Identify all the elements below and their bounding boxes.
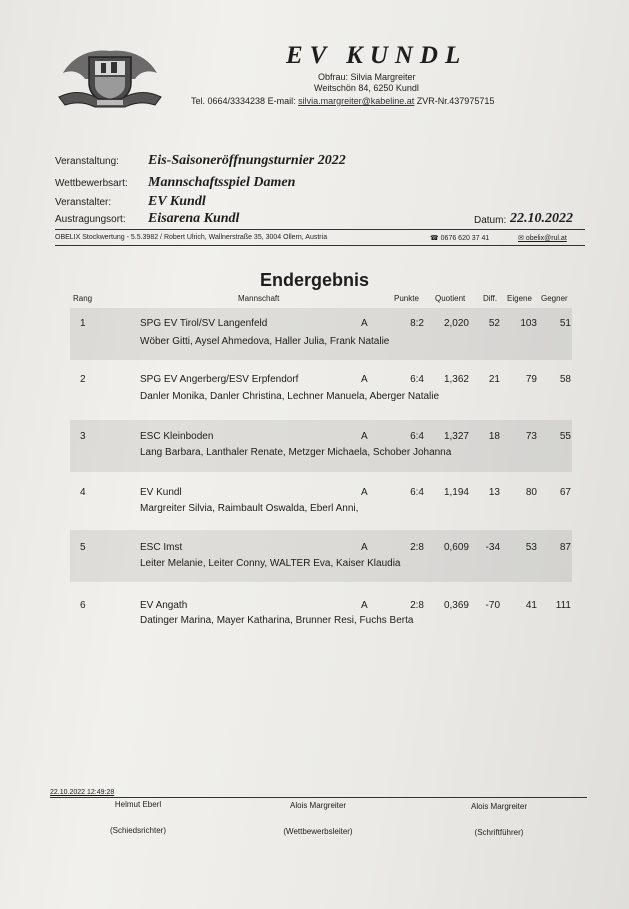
signature-name-referee: Helmut Eberl (114, 800, 162, 809)
club-address: Weitschön 84, 6250 Kundl (314, 83, 419, 93)
veranstaltung-value: Eis-Saisoneröffnungsturnier 2022 (148, 153, 346, 168)
row-rang: 5 (80, 542, 86, 553)
row-players: Margreiter Silvia, Raimbault Oswalda, Eberl Anni, (140, 503, 359, 514)
row-gegner: 87 (559, 542, 571, 553)
veranstalter-value: EV Kundl (148, 194, 206, 209)
signature-role-competition-lead: (Wettbewerbsleiter) (283, 827, 353, 836)
row-gegner: 55 (559, 431, 571, 442)
row-quotient: 1,362 (443, 374, 469, 385)
row-eigene: 103 (520, 318, 537, 329)
row-gegner: 67 (559, 487, 571, 498)
club-title: EV KUNDL (286, 42, 468, 69)
row-quotient: 2,020 (443, 318, 469, 329)
datum-value: 22.10.2022 (510, 211, 573, 226)
club-chair: Obfrau: Silvia Margreiter (318, 72, 416, 82)
row-diff: 52 (488, 318, 500, 329)
row-team: ESC Kleinboden (140, 431, 214, 442)
signature-role-secretary: (Schriftführer) (474, 828, 524, 837)
print-timestamp: 22.10.2022 12:49:28 (50, 789, 115, 796)
col-gegner: Gegner (541, 294, 568, 303)
signature-name-competition-lead: Alois Margreiter (289, 801, 346, 810)
wettbewerbsart-label: Wettbewerbsart: (55, 178, 128, 189)
row-group: A (361, 431, 368, 442)
veranstalter-label: Veranstalter: (55, 197, 112, 208)
divider-top (55, 229, 585, 230)
row-players: Danler Monika, Danler Christina, Lechner Manuela, Aberger Natalie (140, 391, 440, 402)
row-rang: 2 (80, 374, 86, 385)
row-team: SPG EV Tirol/SV Langenfeld (140, 318, 268, 329)
row-group: A (361, 600, 368, 611)
col-quotient: Quotient (435, 294, 466, 303)
row-quotient: 0,369 (443, 600, 469, 611)
col-diff: Diff. (483, 294, 498, 303)
row-punkte: 6:4 (410, 431, 424, 442)
row-team: ESC Imst (140, 542, 183, 553)
row-diff: 13 (488, 487, 500, 498)
col-punkte: Punkte (394, 294, 419, 303)
row-diff: -34 (485, 542, 500, 553)
row-rang: 6 (80, 600, 86, 611)
software-email-link[interactable]: ✉ obelix@rul.at (518, 235, 567, 242)
row-eigene: 41 (525, 600, 537, 611)
signature-role-referee: (Schiedsrichter) (109, 826, 166, 835)
row-players: Leiter Melanie, Leiter Conny, WALTER Eva, Kaiser Klaudia (140, 558, 401, 569)
row-group: A (361, 487, 368, 498)
signature-name-secretary: Alois Margreiter (470, 802, 527, 811)
row-team: EV Angath (140, 600, 188, 611)
row-players: Lang Barbara, Lanthaler Renate, Metzger Michaela, Schober Johanna (140, 447, 452, 458)
row-group: A (361, 318, 368, 329)
row-diff: 18 (488, 431, 500, 442)
row-group: A (361, 542, 368, 553)
row-diff: -70 (485, 600, 500, 611)
row-group: A (361, 374, 368, 385)
row-team: SPG EV Angerberg/ESV Erpfendorf (140, 374, 299, 385)
club-zvr: ZVR-Nr.437975715 (416, 96, 495, 106)
col-mannschaft: Mannschaft (238, 294, 280, 303)
row-players: Wöber Gitti, Aysel Ahmedova, Haller Julia, Frank Natalie (140, 336, 390, 347)
row-rang: 1 (80, 318, 86, 329)
club-crest-icon (55, 43, 165, 113)
row-band (70, 420, 572, 472)
signature-line (50, 797, 587, 798)
divider-bottom (55, 245, 585, 246)
austragungsort-label: Austragungsort: (55, 214, 126, 225)
row-quotient: 1,194 (443, 487, 469, 498)
row-punkte: 8:2 (410, 318, 424, 329)
row-diff: 21 (488, 374, 500, 385)
row-band (70, 308, 572, 360)
datum-label: Datum: (474, 215, 507, 226)
row-rang: 3 (80, 431, 86, 442)
club-email-link[interactable]: silvia.margreiter@kabeline.at (298, 96, 415, 106)
club-phone: Tel. 0664/3334238 E-mail: (191, 96, 296, 106)
wettbewerbsart-value: Mannschaftsspiel Damen (148, 175, 296, 190)
row-punkte: 6:4 (410, 374, 424, 385)
row-eigene: 53 (525, 542, 537, 553)
row-punkte: 2:8 (410, 542, 424, 553)
software-info: OBELIX Stockwertung - 5.5.3982 / Robert Ulrich, Wallnerstraße 35, 3004 Ollern, Austria (55, 234, 328, 241)
veranstaltung-label: Veranstaltung: (55, 156, 119, 167)
austragungsort-value: Eisarena Kundl (148, 211, 240, 226)
row-quotient: 1,327 (443, 431, 469, 442)
row-punkte: 6:4 (410, 487, 424, 498)
row-eigene: 73 (525, 431, 537, 442)
results-title: Endergebnis (259, 270, 370, 290)
row-band (70, 530, 572, 582)
row-gegner: 58 (559, 374, 571, 385)
col-eigene: Eigene (507, 294, 532, 303)
row-punkte: 2:8 (410, 600, 424, 611)
row-rang: 4 (80, 487, 86, 498)
col-rang: Rang (73, 294, 93, 303)
software-phone: ☎ 0676 620 37 41 (430, 235, 490, 242)
row-quotient: 0,609 (443, 542, 469, 553)
row-eigene: 79 (525, 374, 537, 385)
row-team: EV Kundl (140, 487, 182, 498)
row-eigene: 80 (525, 487, 537, 498)
row-gegner: 51 (559, 318, 571, 329)
row-players: Datinger Marina, Mayer Katharina, Brunner Resi, Fuchs Berta (140, 615, 414, 626)
row-gegner: 111 (555, 600, 571, 611)
club-contact-line (191, 96, 494, 106)
